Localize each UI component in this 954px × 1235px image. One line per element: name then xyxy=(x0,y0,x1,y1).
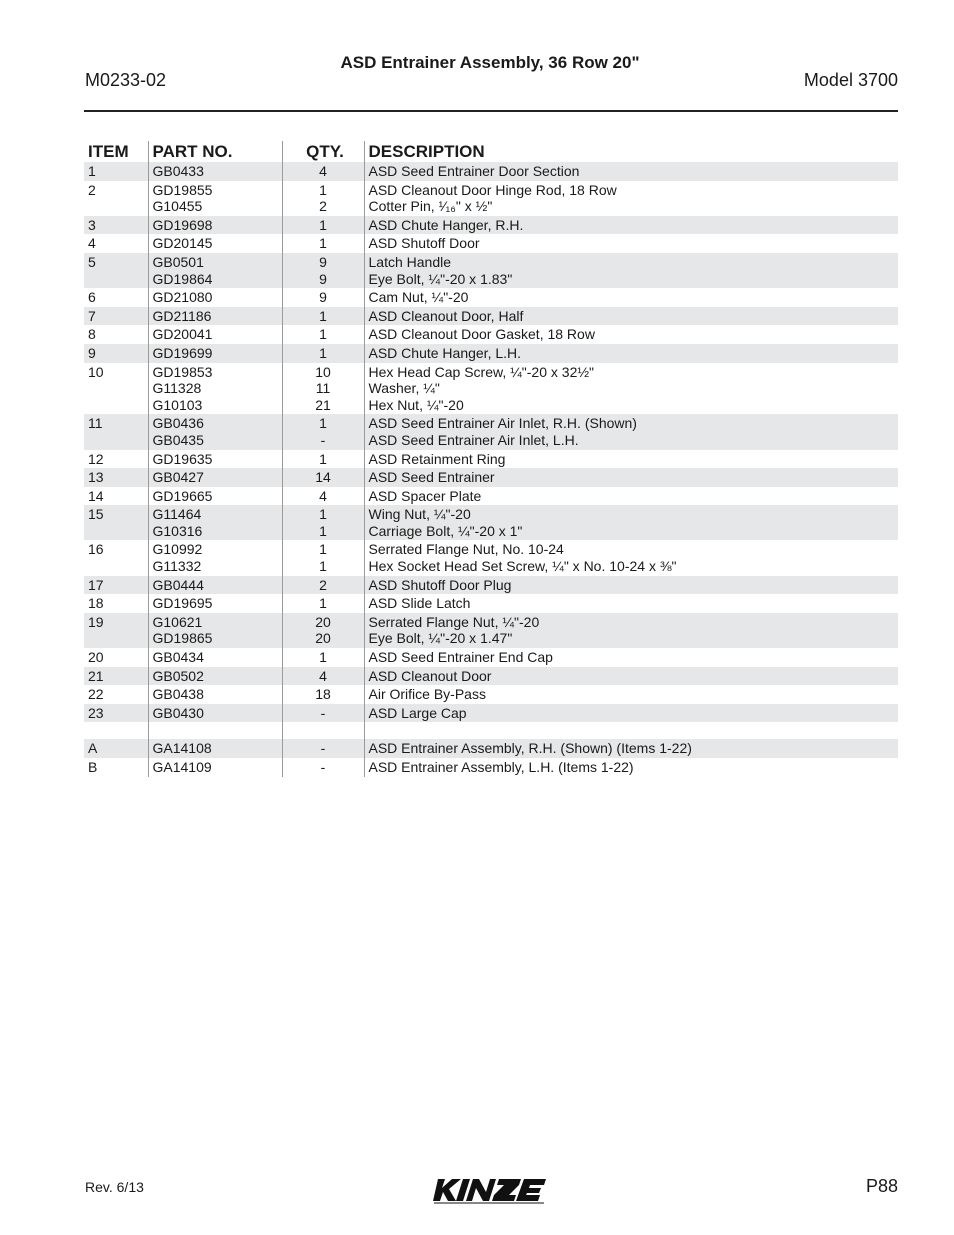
description-cell xyxy=(364,414,898,449)
part-number: GB0427 xyxy=(152,469,204,486)
description-cell xyxy=(364,758,898,777)
quantity: 9 xyxy=(319,270,327,287)
quantity-cell xyxy=(282,307,364,326)
description: ASD Cleanout Door Gasket, 18 Row xyxy=(368,326,595,343)
item-cell: 1 xyxy=(84,162,148,181)
model-name: Model 3700 xyxy=(803,70,898,90)
part-number-cell xyxy=(148,162,282,181)
quantity-cell xyxy=(282,468,364,487)
quantity: 1 xyxy=(319,522,327,539)
description: Carriage Bolt, ¼"-20 x 1" xyxy=(368,522,523,539)
description: ASD Shutoff Door xyxy=(368,235,480,252)
description-cell xyxy=(364,216,898,235)
description: Washer, ¼" xyxy=(368,380,440,397)
part-number: GD21080 xyxy=(152,289,213,306)
description: ASD Seed Entrainer xyxy=(368,469,495,486)
part-number-cell xyxy=(148,414,282,449)
part-number-cell xyxy=(148,363,282,415)
part-number-cell xyxy=(148,685,282,704)
quantity: 1 xyxy=(319,595,327,612)
description: Latch Handle xyxy=(368,253,452,270)
spacer-cell xyxy=(148,722,282,739)
description: Serrated Flange Nut, ¼"-20 xyxy=(368,613,540,630)
item-cell: 4 xyxy=(88,235,96,252)
part-number-cell xyxy=(148,648,282,667)
part-number: GB0435 xyxy=(152,431,204,448)
description: ASD Retainment Ring xyxy=(368,450,506,467)
part-number-cell xyxy=(148,344,282,363)
part-number: GB0436 xyxy=(152,415,204,432)
part-number: GD19855 xyxy=(152,181,213,198)
quantity: 1 xyxy=(319,216,327,233)
item-cell: 5 xyxy=(84,253,148,288)
item-cell: 23 xyxy=(84,704,148,723)
item-cell: 21 xyxy=(84,667,148,686)
part-number: G10316 xyxy=(152,522,203,539)
quantity: - xyxy=(320,431,326,448)
column-header-part-no: PART NO. xyxy=(148,141,282,162)
header-rule xyxy=(84,110,898,112)
item-cell: 17 xyxy=(84,576,148,595)
table-row xyxy=(84,288,898,307)
part-number: GB0502 xyxy=(152,667,204,684)
description: Wing Nut, ¼"-20 xyxy=(368,506,471,523)
part-number: GB0501 xyxy=(152,253,204,270)
description-cell xyxy=(364,253,898,288)
table-row xyxy=(84,253,898,288)
table-row xyxy=(84,613,898,648)
description: Eye Bolt, ¼"-20 x 1.83" xyxy=(368,270,513,287)
table-row xyxy=(84,685,898,704)
item-cell: 16 xyxy=(88,541,104,558)
item-cell: A xyxy=(84,739,148,758)
part-number: GA14109 xyxy=(152,759,212,775)
quantity: - xyxy=(320,759,326,775)
description-cell xyxy=(364,468,898,487)
table-row xyxy=(84,576,898,595)
item-cell: 20 xyxy=(88,649,104,666)
description: Serrated Flange Nut, No. 10-24 xyxy=(368,541,564,558)
item-cell: 22 xyxy=(88,686,104,703)
part-number: GB0430 xyxy=(152,704,204,721)
quantity-cell xyxy=(282,253,364,288)
quantity-cell xyxy=(282,540,364,575)
table-row xyxy=(84,307,898,326)
part-number-cell xyxy=(148,307,282,326)
page-number: P88 xyxy=(865,1176,898,1196)
table-row xyxy=(84,540,898,575)
description-cell xyxy=(364,704,898,723)
table-spacer-row xyxy=(84,722,898,739)
item-cell: B xyxy=(88,759,98,775)
part-number-cell xyxy=(148,216,282,235)
part-number: GB0434 xyxy=(152,649,204,666)
table-row xyxy=(84,739,898,758)
table-row xyxy=(84,181,898,216)
item-cell: 13 xyxy=(84,468,148,487)
quantity: 1 xyxy=(319,307,327,324)
quantity: 14 xyxy=(315,469,331,486)
quantity-cell xyxy=(282,450,364,469)
quantity: - xyxy=(320,740,326,757)
description: ASD Spacer Plate xyxy=(368,487,482,504)
quantity: 4 xyxy=(319,667,327,684)
table-row xyxy=(84,704,898,723)
description-cell xyxy=(364,667,898,686)
description: ASD Entrainer Assembly, R.H. (Shown) (Items 1-22) xyxy=(368,740,692,757)
table-row xyxy=(84,363,898,415)
quantity: 21 xyxy=(315,396,331,413)
description-cell xyxy=(364,487,898,506)
table-row xyxy=(84,234,898,253)
part-number: G11328 xyxy=(152,380,202,397)
quantity: 11 xyxy=(315,380,331,397)
description-cell xyxy=(364,648,898,667)
description-cell xyxy=(364,685,898,704)
part-number: GB0433 xyxy=(152,163,204,179)
table-row xyxy=(84,344,898,363)
quantity-cell xyxy=(282,162,364,181)
description: ASD Chute Hanger, R.H. xyxy=(368,216,524,233)
quantity: 1 xyxy=(319,541,327,558)
part-number-cell xyxy=(148,181,282,216)
part-number: G10455 xyxy=(152,198,203,215)
description-cell xyxy=(364,325,898,344)
quantity: 9 xyxy=(319,289,327,306)
table-row xyxy=(84,216,898,235)
part-number-cell xyxy=(148,758,282,777)
description-cell xyxy=(364,288,898,307)
part-number: GD19698 xyxy=(152,216,213,233)
part-number: G10103 xyxy=(152,396,203,413)
item-cell: 18 xyxy=(88,595,104,612)
description-cell xyxy=(364,450,898,469)
table-row xyxy=(84,325,898,344)
description: ASD Chute Hanger, L.H. xyxy=(368,344,522,361)
quantity: 2 xyxy=(319,576,327,593)
table-header-row xyxy=(84,141,898,162)
quantity-cell xyxy=(282,363,364,415)
table-row xyxy=(84,648,898,667)
quantity: 1 xyxy=(319,415,327,432)
quantity-cell xyxy=(282,234,364,253)
quantity-cell xyxy=(282,704,364,723)
description: Hex Nut, ¼"-20 xyxy=(368,396,464,413)
document-number: M0233-02 xyxy=(85,70,167,90)
quantity-cell xyxy=(282,667,364,686)
item-cell: 3 xyxy=(84,216,148,235)
quantity: 4 xyxy=(319,163,327,179)
table-row xyxy=(84,450,898,469)
quantity-cell xyxy=(282,414,364,449)
description-cell xyxy=(364,307,898,326)
part-number: GD20041 xyxy=(152,326,213,343)
quantity: 1 xyxy=(319,506,327,523)
item-cell: 2 xyxy=(88,181,96,198)
spacer-cell xyxy=(364,722,898,739)
table-row xyxy=(84,505,898,540)
revision-label: Rev. 6/13 xyxy=(85,1179,144,1195)
description: ASD Entrainer Assembly, L.H. (Items 1-22) xyxy=(368,759,634,775)
item-cell: 8 xyxy=(88,326,96,343)
part-number: GD19865 xyxy=(152,630,213,647)
description-cell xyxy=(364,594,898,613)
item-cell: 15 xyxy=(84,505,148,540)
description: Hex Socket Head Set Screw, ¼" x No. 10-24 x ⅜" xyxy=(368,558,677,575)
quantity-cell xyxy=(282,487,364,506)
quantity: 4 xyxy=(319,487,327,504)
part-number-cell xyxy=(148,704,282,723)
description: Hex Head Cap Screw, ¼"-20 x 32½" xyxy=(368,363,594,380)
quantity: 1 xyxy=(319,450,327,467)
part-number: G10621 xyxy=(152,613,203,630)
part-number: GD19635 xyxy=(152,450,213,467)
quantity-cell xyxy=(282,288,364,307)
part-number: G11332 xyxy=(152,558,202,575)
page-title: ASD Entrainer Assembly, 36 Row 20" xyxy=(340,53,640,72)
part-number-cell xyxy=(148,505,282,540)
part-number-cell xyxy=(148,739,282,758)
item-cell: 7 xyxy=(84,307,148,326)
description: ASD Cleanout Door xyxy=(368,667,492,684)
item-cell: 10 xyxy=(88,363,104,380)
kinze-logo xyxy=(432,1176,550,1204)
quantity: 1 xyxy=(319,344,327,361)
column-header-item: ITEM xyxy=(88,142,129,161)
description-cell xyxy=(364,540,898,575)
table-row xyxy=(84,162,898,181)
part-number: GD19853 xyxy=(152,363,213,380)
description: ASD Cleanout Door Hinge Rod, 18 Row xyxy=(368,181,617,198)
part-number-cell xyxy=(148,253,282,288)
description: Air Orifice By-Pass xyxy=(368,686,486,703)
part-number: GD19665 xyxy=(152,487,213,504)
part-number-cell xyxy=(148,234,282,253)
quantity-cell xyxy=(282,648,364,667)
quantity-cell xyxy=(282,613,364,648)
description-cell xyxy=(364,739,898,758)
parts-table-body xyxy=(84,162,898,777)
quantity: - xyxy=(320,704,326,721)
description: ASD Shutoff Door Plug xyxy=(368,576,512,593)
table-row xyxy=(84,414,898,449)
quantity: 20 xyxy=(315,613,331,630)
description-cell xyxy=(364,162,898,181)
part-number: GD19699 xyxy=(152,344,213,361)
part-number-cell xyxy=(148,450,282,469)
part-number-cell xyxy=(148,540,282,575)
item-cell: 12 xyxy=(88,450,104,467)
table-row xyxy=(84,667,898,686)
part-number: GD19864 xyxy=(152,270,213,287)
part-number: GD20145 xyxy=(152,235,213,252)
quantity-cell xyxy=(282,505,364,540)
part-number-cell xyxy=(148,594,282,613)
table-row xyxy=(84,758,898,777)
part-number-cell xyxy=(148,667,282,686)
part-number-cell xyxy=(148,325,282,344)
quantity-cell xyxy=(282,685,364,704)
description: ASD Seed Entrainer Door Section xyxy=(368,163,580,179)
description: Cam Nut, ¼"-20 xyxy=(368,289,469,306)
part-number: GD19695 xyxy=(152,595,213,612)
quantity: 20 xyxy=(315,630,331,647)
description-cell xyxy=(364,363,898,415)
item-cell: 11 xyxy=(84,414,148,449)
column-header-description: DESCRIPTION xyxy=(364,141,898,162)
description: ASD Cleanout Door, Half xyxy=(368,307,524,324)
quantity: 2 xyxy=(319,198,327,215)
description: ASD Slide Latch xyxy=(368,595,471,612)
quantity: 1 xyxy=(319,649,327,666)
item-cell: 6 xyxy=(88,289,96,306)
quantity: 1 xyxy=(319,235,327,252)
description-cell xyxy=(364,344,898,363)
item-cell: 9 xyxy=(84,344,148,363)
quantity-cell xyxy=(282,758,364,777)
quantity-cell xyxy=(282,594,364,613)
description: Eye Bolt, ¼"-20 x 1.47" xyxy=(368,630,513,647)
part-number: G10992 xyxy=(152,541,203,558)
part-number: G11464 xyxy=(152,506,202,523)
part-number-cell xyxy=(148,288,282,307)
table-row xyxy=(84,468,898,487)
description: ASD Seed Entrainer Air Inlet, L.H. xyxy=(368,431,579,448)
spacer-cell xyxy=(282,722,364,739)
description: ASD Seed Entrainer End Cap xyxy=(368,649,553,666)
quantity: 9 xyxy=(319,253,327,270)
quantity: 10 xyxy=(315,363,331,380)
description: ASD Large Cap xyxy=(368,704,467,721)
description-cell xyxy=(364,576,898,595)
table-row xyxy=(84,594,898,613)
part-number: GA14108 xyxy=(152,740,212,757)
quantity-cell xyxy=(282,344,364,363)
description: ASD Seed Entrainer Air Inlet, R.H. (Shown) xyxy=(368,415,637,432)
part-number: GD21186 xyxy=(152,307,212,324)
description-cell xyxy=(364,234,898,253)
description-cell xyxy=(364,505,898,540)
part-number: GB0438 xyxy=(152,686,204,703)
part-number: GB0444 xyxy=(152,576,204,593)
quantity-cell xyxy=(282,216,364,235)
quantity-cell xyxy=(282,739,364,758)
quantity-cell xyxy=(282,325,364,344)
part-number-cell xyxy=(148,468,282,487)
part-number-cell xyxy=(148,613,282,648)
quantity: 18 xyxy=(315,686,331,703)
table-row xyxy=(84,487,898,506)
description-cell xyxy=(364,613,898,648)
quantity: 1 xyxy=(319,558,327,575)
item-cell: 19 xyxy=(84,613,148,648)
quantity: 1 xyxy=(319,326,327,343)
description-cell xyxy=(364,181,898,216)
parts-table xyxy=(84,141,898,777)
column-header-qty: QTY. xyxy=(282,141,364,162)
item-cell: 14 xyxy=(88,487,104,504)
description: Cotter Pin, ¹⁄₁₆" x ½" xyxy=(368,198,493,215)
spacer-cell xyxy=(84,722,148,739)
part-number-cell xyxy=(148,576,282,595)
part-number-cell xyxy=(148,487,282,506)
quantity: 1 xyxy=(319,181,327,198)
quantity-cell xyxy=(282,576,364,595)
quantity-cell xyxy=(282,181,364,216)
